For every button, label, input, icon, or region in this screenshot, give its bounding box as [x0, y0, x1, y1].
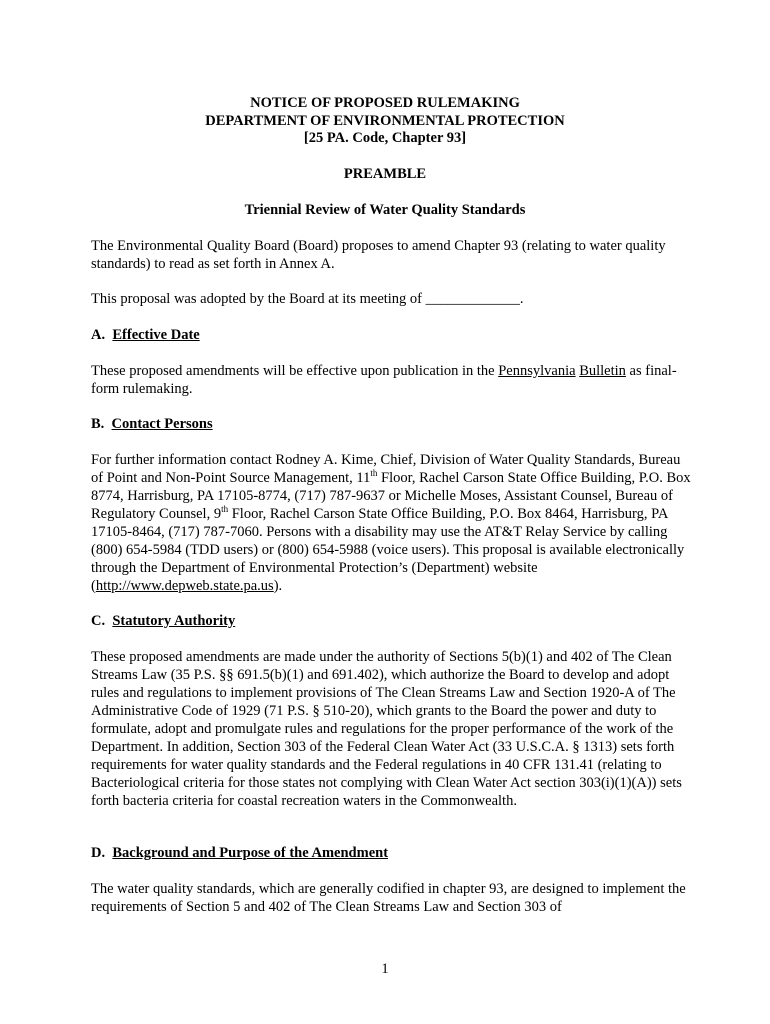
header-line-3: [25 PA. Code, Chapter 93] — [303, 130, 467, 146]
section-b-paragraph — [91, 451, 691, 595]
section-b-heading — [91, 415, 213, 433]
statutory-authority-text: These proposed amendments are made under the authority of Sections 5(b)(1) and 402 of The Clean Streams Law (35 P.S. §§ 691.5(b)(1) and 691.402), which authorize the Board to develop and adopt rules and regulations to implement provisions of The Clean Streams Law and Section 1920-A of The Administrative Code of 1929 (71 P.S. § 510-20), which grants to the Board the power and duty to formulate, adopt and promulgate rules and regulations for the proper performance of the work of the Department. In addition, Section 303 of the Federal Clean Water Act (33 U.S.C.A. § 1313) sets forth requirements for water quality standards and the Federal regulations in 40 CFR 131.41 (relating to Bacteriological criteria for those states not complying with Clean Water Act section 303(i)(1)(A)) sets forth bacteria criteria for coastal recreation waters in the Commonwealth. — [91, 649, 682, 809]
section-a-heading — [91, 326, 200, 344]
adoption-text: This proposal was adopted by the Board at its meeting of _____________. — [91, 291, 524, 307]
contact-text-2: Floor, Rachel Carson State Office Building, P.O. Box 8774, Harrisburg, PA 17105-8774, (717) 787-9637 or Michelle Moses, Assistant Counsel, Bureau of Regulatory Counsel, 9 — [91, 470, 691, 522]
section-a-title: Effective Date — [112, 327, 200, 343]
page-number: 1 — [381, 961, 389, 977]
section-c-title: Statutory Authority — [112, 613, 236, 629]
section-a-letter: A. — [91, 327, 106, 343]
depweb-link[interactable]: http://www.depweb.state.pa.us — [95, 578, 274, 594]
header-line-1: NOTICE OF PROPOSED RULEMAKING — [250, 95, 520, 111]
section-b-title: Contact Persons — [111, 416, 213, 432]
adoption-paragraph — [91, 290, 691, 308]
section-d-paragraph — [91, 880, 691, 916]
contact-text-1: For further information contact Rodney A. Kime, Chief, Division of Water Quality Standards, Bureau of Point and Non-Point Source Management, 11 — [91, 452, 681, 486]
bulletin-link: Bulletin — [579, 363, 626, 379]
intro-text: The Environmental Quality Board (Board) proposes to amend Chapter 93 (relating to water quality standards) to read as set forth in Annex A. — [91, 238, 666, 272]
section-c-letter: C. — [91, 613, 106, 629]
document-subtitle: Triennial Review of Water Quality Standards — [244, 202, 526, 218]
section-c-paragraph — [91, 648, 691, 810]
section-a-paragraph — [91, 362, 691, 398]
pennsylvania-link: Pennsylvania — [498, 363, 576, 379]
notice-header — [0, 95, 770, 148]
contact-text-4: ). — [273, 578, 283, 594]
ordinal-suffix-2: th — [221, 504, 229, 515]
section-b-letter: B. — [91, 416, 105, 432]
section-d-heading — [91, 844, 388, 862]
background-text: The water quality standards, which are generally codified in chapter 93, are designed to implement the requirements of Section 5 and 402 of The Clean Streams Law and Section 303 of — [91, 881, 686, 915]
ordinal-suffix-1: th — [370, 468, 378, 479]
preamble-heading: PREAMBLE — [343, 166, 427, 182]
section-d-letter: D. — [91, 845, 106, 861]
section-c-heading — [91, 612, 235, 630]
section-d-title: Background and Purpose of the Amendment — [112, 845, 389, 861]
section-a-text-2: as final-form rulemaking. — [91, 363, 677, 397]
header-line-2: DEPARTMENT OF ENVIRONMENTAL PROTECTION — [205, 112, 565, 129]
contact-text-3: Floor, Rachel Carson State Office Building, P.O. Box 8464, Harrisburg, PA 17105-8464, (717) 787-7060. Persons with a disability may use the AT&T Relay Service by calling (800) 654-5984 (TDD users) or (800) 654-5988 (voice users). This proposal is available electronically through the Department of Environmental Protection’s (Department) website ( — [91, 506, 685, 594]
intro-paragraph — [91, 237, 691, 273]
section-a-text-1: These proposed amendments will be effective upon publication in the — [91, 363, 499, 379]
